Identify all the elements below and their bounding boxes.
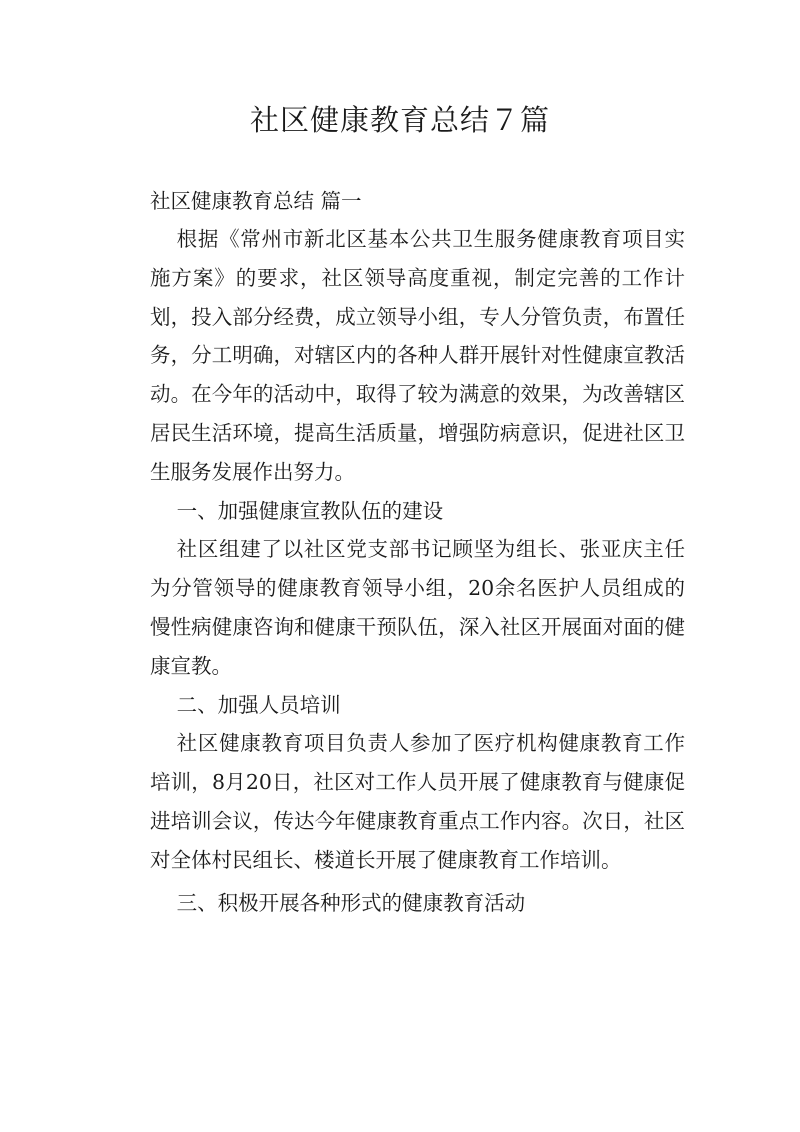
intro-paragraph: 根据《常州市新北区基本公共卫生服务健康教育项目实施方案》的要求，社区领导高度重视，制定完善的工作计划，投入部分经费，成立领导小组，专人分管负责，布置任务，分工明确，对辖区内的各种人群开展针对性健康宣教活动。在今年的活动中，取得了较为满意的效果，为改善辖区居民生活环境，提高生活质量，增强防病意识，促进社区卫生服务发展作出努力。	[150, 227, 685, 484]
staff-training-paragraph: 社区健康教育项目负责人参加了医疗机构健康教育工作培训，8月20日，社区对工作人员开展了健康教育与健康促进培训会议，传达今年健康教育重点工作内容。次日，社区对全体村民组长、楼道长开展了健康教育工作培训。	[150, 731, 685, 872]
document-body	[150, 182, 685, 922]
heading-activities: 三、积极开展各种形式的健康教育活动	[176, 890, 526, 915]
team-building-paragraph: 社区组建了以社区党支部书记顾坚为组长、张亚庆主任为分管领导的健康教育领导小组，20余名医护人员组成的慢性病健康咨询和健康干预队伍，深入社区开展面对面的健康宣教。	[150, 537, 685, 678]
section-title: 社区健康教育总结 篇一	[150, 189, 362, 213]
document-title: 社区健康教育总结７篇	[249, 103, 550, 137]
heading-team-building: 一、加强健康宣教队伍的建设	[176, 498, 444, 523]
heading-staff-training: 二、加强人员培训	[176, 692, 341, 717]
